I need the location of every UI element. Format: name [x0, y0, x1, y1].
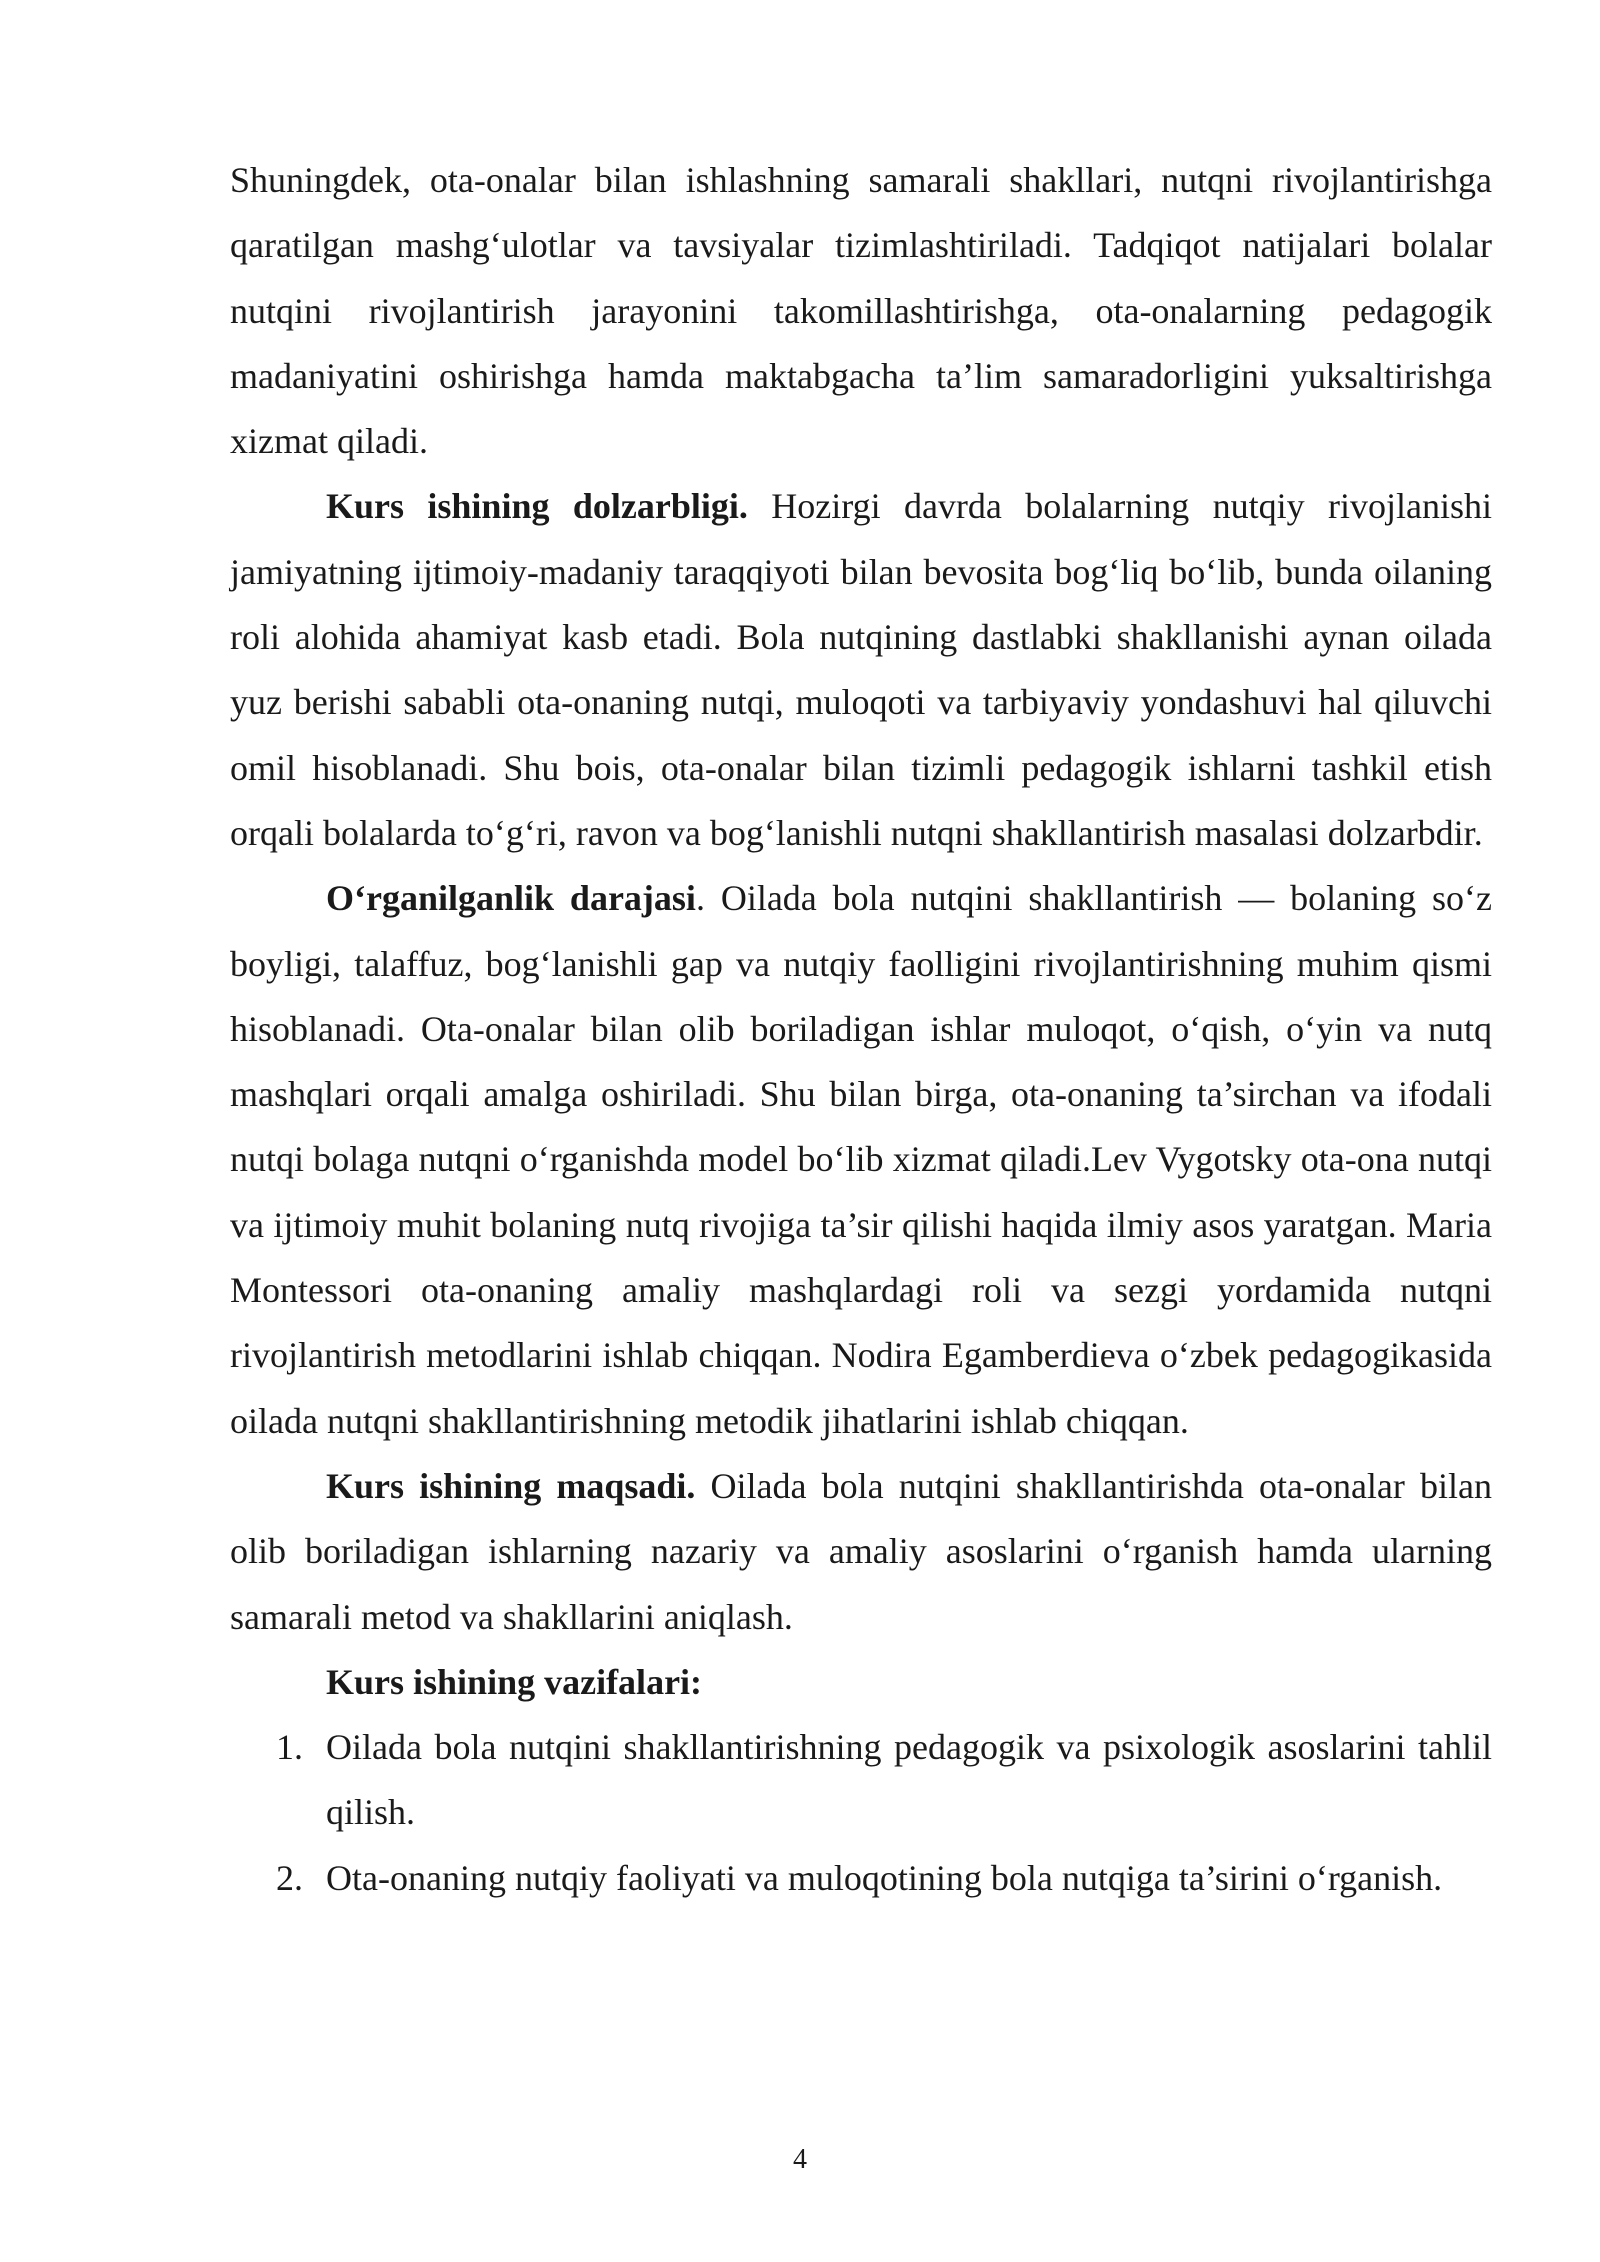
- page-number: 4: [793, 2144, 807, 2175]
- relevance-text: Hozirgi davrda bolalarning nutqiy rivojlanishi jamiyatning ijtimoiy-madaniy taraqqiyoti bilan bevosita bog‘liq bo‘lib, bunda oilaning roli alohida ahamiyat kasb etadi. Bola nutqining dastlabki shakllanishi aynan oilada yuz berishi sababli ota-onaning nutqi, muloqoti va tarbiyaviy yondashuvi hal qiluvchi omil hisoblanadi. Shu bois, ota-onalar bilan tizimli pedagogik ishlarni tashkil etish orqali bolalarda to‘g‘ri, ravon va bog‘lanishli nutqni shakllantirish masalasi dolzarbdir.: [230, 486, 1492, 853]
- goal-text: Oilada bola nutqini shakllantirishda ota-onalar bilan olib boriladigan ishlarning nazariy va amaliy asoslarini o‘rganish hamda ularning samarali metod va shakllarini aniqlash.: [230, 1465, 1492, 1637]
- list-item: [230, 1846, 1492, 1911]
- relevance-paragraph: [230, 474, 1492, 866]
- tasks-list: [230, 1715, 1492, 1911]
- study-level-heading: O‘rganilganlik darajasi: [326, 878, 696, 919]
- list-item-text: Oilada bola nutqini shakllantirishning pedagogik va psixologik asoslarini tahlil qilish.: [326, 1727, 1492, 1833]
- study-level-text: . Oilada bola nutqini shakllantirish — bolaning so‘z boyligi, talaffuz, bog‘lanishli gap va nutqiy faolligini rivojlantirishning muhim qismi hisoblanadi. Ota-onalar bilan olib boriladigan ishlar muloqot, o‘qish, o‘yin va nutq mashqlari orqali amalga oshiriladi. Shu bilan birga, ota-onaning ta’sirchan va ifodali nutqi bolaga nutqni o‘rganishda model bo‘lib xizmat qiladi.Lev Vygotsky ota-ona nutqi va ijtimoiy muhit bolaning nutq rivojiga ta’sir qilishi haqida ilmiy asos yaratgan. Maria Montessori ota-onaning amaliy mashqlardagi roli va sezgi yordamida nutqni rivojlantirish metodlarini ishlab chiqqan. Nodira Egamberdieva o‘zbek pedagogikasida oilada nutqni shakllantirishning metodik jihatlarini ishlab chiqqan.: [230, 878, 1492, 1441]
- document-page: [230, 148, 1492, 1911]
- list-item-text: Ota-onaning nutqiy faoliyati va muloqotining bola nutqiga ta’sirini o‘rganish.: [326, 1857, 1443, 1898]
- goal-heading: Kurs ishining maqsadi.: [326, 1465, 696, 1506]
- study-level-paragraph: [230, 866, 1492, 1454]
- relevance-heading: Kurs ishining dolzarbligi.: [326, 486, 748, 527]
- intro-paragraph: Shuningdek, ota-onalar bilan ishlashning samarali shakllari, nutqni rivojlantirishga qaratilgan mashg‘ulotlar va tavsiyalar tizimlashtiriladi. Tadqiqot natijalari bolalar nutqini rivojlantirish jarayonini takomillashtirishga, ota-onalarning pedagogik madaniyatini oshirishga hamda maktabgacha ta’lim samaradorligini yuksaltirishga xizmat qiladi.: [230, 160, 1492, 462]
- list-item: [230, 1715, 1492, 1846]
- tasks-heading: Kurs ishining vazifalari:: [326, 1661, 703, 1702]
- list-item-number: 2.: [276, 1857, 303, 1898]
- list-item-number: 1.: [276, 1727, 303, 1768]
- goal-paragraph: [230, 1454, 1492, 1650]
